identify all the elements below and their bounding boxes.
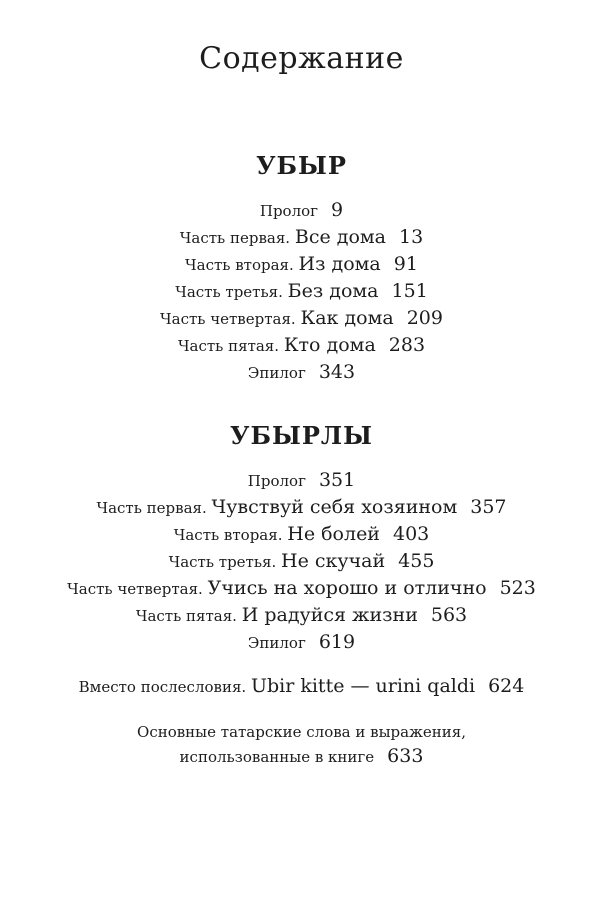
- toc-entry: [0, 629, 603, 656]
- entry-page-number: 619: [318, 631, 356, 653]
- toc-entry: [0, 575, 603, 602]
- entry-page-number: 563: [430, 604, 468, 626]
- entry-page-number: 91: [393, 253, 418, 275]
- glossary-entry: [0, 720, 603, 769]
- entry-page-number: 283: [388, 334, 426, 356]
- entry-title: Не болей: [287, 523, 380, 545]
- toc-entry: [0, 278, 603, 305]
- toc-entry: [0, 305, 603, 332]
- entry-page-number: 13: [399, 226, 424, 248]
- glossary-line-2: [0, 744, 603, 769]
- toc-entry: [0, 467, 603, 494]
- entry-part-label: Часть первая.: [96, 499, 207, 517]
- glossary-line-2-text: использованные в книге: [179, 748, 375, 766]
- entry-part-label: Часть третья.: [175, 283, 283, 301]
- entry-list: [0, 197, 603, 386]
- entry-page-number: 403: [392, 523, 430, 545]
- entry-part-label: Эпилог: [247, 634, 306, 652]
- entry-page-number: 455: [398, 550, 435, 572]
- toc-entry: [0, 224, 603, 251]
- entry-part-label: Часть первая.: [179, 229, 291, 247]
- entry-page-number: 633: [387, 745, 424, 767]
- entry-title: Ubir kitte — urini qaldi: [250, 675, 476, 697]
- entry-title: Кто дома: [283, 334, 376, 356]
- glossary-line-1: Основные татарские слова и выражения,: [137, 723, 466, 741]
- entry-list: [0, 467, 603, 656]
- entry-part-label: Часть третья.: [168, 553, 277, 571]
- entry-title: Чувствуй себя хозяином: [211, 496, 458, 518]
- entry-title: Все дома: [294, 226, 386, 248]
- entry-part-label: Часть четвертая.: [67, 580, 203, 598]
- afterword-entry: [0, 673, 603, 700]
- entry-page-number: 9: [331, 199, 344, 221]
- entry-part-label: Часть пятая.: [177, 337, 280, 355]
- toc-entry: [0, 332, 603, 359]
- toc-entry: [0, 359, 603, 386]
- entry-title: Без дома: [287, 280, 379, 302]
- entry-title: И радуйся жизни: [241, 604, 418, 626]
- entry-part-label: Часть вторая.: [173, 526, 283, 544]
- entry-page-number: 151: [391, 280, 428, 302]
- entry-title: Из дома: [298, 253, 381, 275]
- entry-part-label: Вместо послесловия.: [78, 678, 247, 696]
- entry-part-label: Часть пятая.: [135, 607, 237, 625]
- entry-title: Не скучай: [281, 550, 386, 572]
- page-title: Содержание: [199, 41, 404, 76]
- entry-page-number: 209: [406, 307, 443, 329]
- toc-entry: [0, 494, 603, 521]
- entry-part-label: Часть четвертая.: [160, 310, 296, 328]
- entry-title: Как дома: [300, 307, 394, 329]
- entry-part-label: Эпилог: [247, 364, 306, 382]
- section-heading: УБЫР: [256, 151, 347, 180]
- toc-entry: [0, 521, 603, 548]
- entry-page-number: 624: [488, 675, 525, 697]
- toc-entry: [0, 602, 603, 629]
- entry-page-number: 351: [318, 469, 356, 491]
- toc-entry: [0, 548, 603, 575]
- entry-part-label: Пролог: [247, 472, 306, 490]
- entry-page-number: 343: [318, 361, 356, 383]
- toc-entry: [0, 251, 603, 278]
- toc-entry: [0, 197, 603, 224]
- toc-sections: [0, 152, 603, 656]
- entry-title: Учись на хорошо и отлично: [207, 577, 487, 599]
- entry-page-number: 357: [470, 496, 507, 518]
- entry-page-number: 523: [499, 577, 536, 599]
- section-heading: УБЫРЛЫ: [230, 421, 373, 450]
- entry-part-label: Часть вторая.: [185, 256, 294, 274]
- entry-part-label: Пролог: [259, 202, 319, 220]
